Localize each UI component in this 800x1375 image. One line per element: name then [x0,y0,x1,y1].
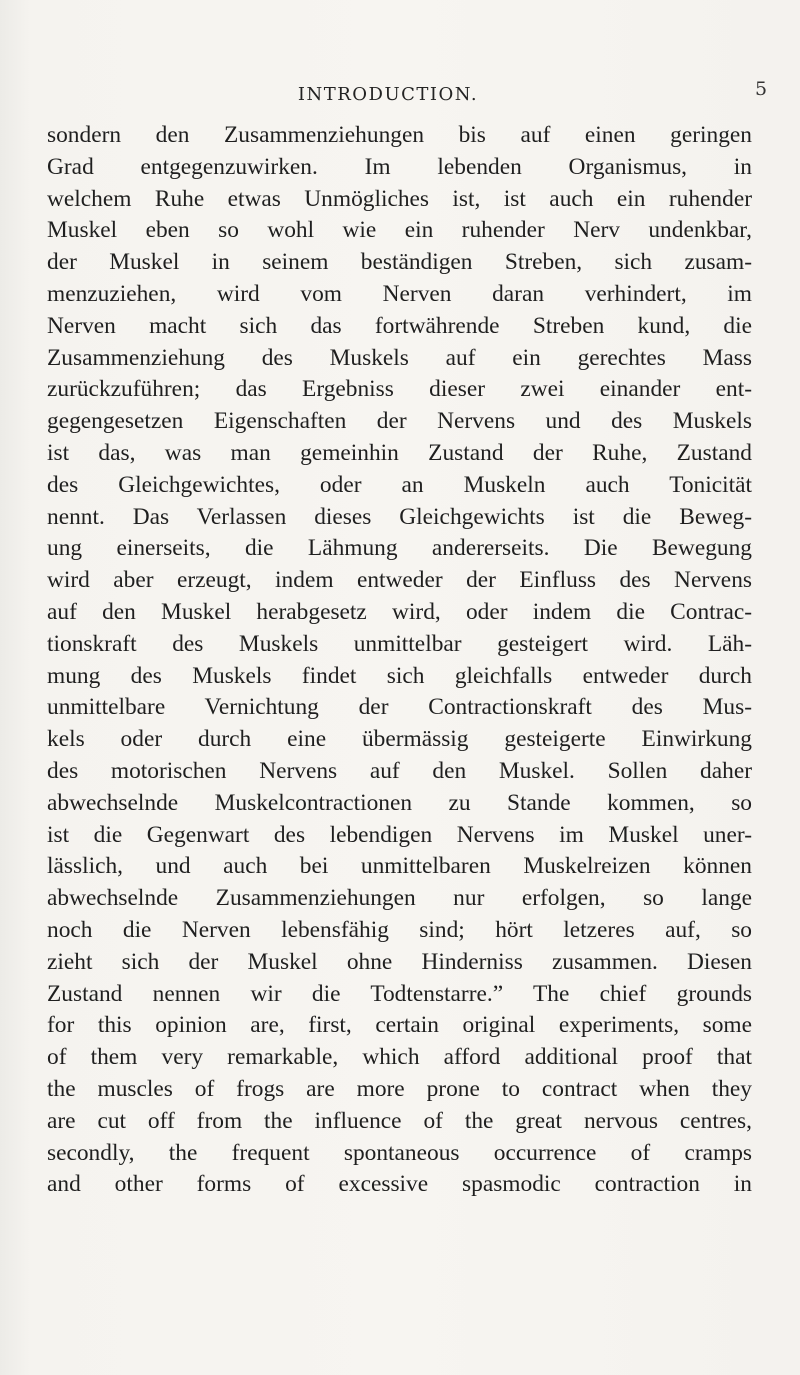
text-line: abwechselnde Muskelcontractionen zu Stande kommen, so [47,789,752,816]
text-line: wird aber erzeugt, indem entweder der Einfluss des Nervens [47,567,752,594]
text-line: ist das, was man gemeinhin Zustand der Ruhe, Zustand [47,439,752,466]
text-line: Nerven macht sich das fortwährende Streben kund, die [47,312,752,339]
text-line: nennt. Das Verlassen dieses Gleichgewichts ist die Beweg- [47,503,752,530]
page-number: 5 [755,78,768,100]
text-line: gegengesetzen Eigenschaften der Nervens und des Muskels [47,408,752,435]
text-line: Grad entgegenzuwirken. Im lebenden Organismus, in [47,153,752,180]
text-line: des Gleichgewichtes, oder an Muskeln auch Tonicität [47,471,752,498]
text-line: Zustand nennen wir die Todtenstarre.” The chief grounds [47,980,752,1007]
text-line: ist die Gegenwart des lebendigen Nervens im Muskel uner- [47,821,752,848]
text-line: auf den Muskel herabgesetz wird, oder indem die Contrac- [47,598,752,625]
text-line: lässlich, und auch bei unmittelbaren Muskelreizen können [47,853,752,880]
running-header [0,78,800,112]
text-line: zieht sich der Muskel ohne Hinderniss zusammen. Diesen [47,948,752,975]
text-line: kels oder durch eine übermässig gesteigerte Einwirkung [47,726,752,753]
text-line: noch die Nerven lebensfähig sind; hört letzeres auf, so [47,916,752,943]
text-line: welchem Ruhe etwas Unmögliches ist, ist auch ein ruhender [47,185,752,212]
body-text [47,120,752,1201]
text-line: des motorischen Nervens auf den Muskel. Sollen daher [47,757,752,784]
text-line: for this opinion are, first, certain original experiments, some [47,1012,752,1039]
text-line: secondly, the frequent spontaneous occurrence of cramps [47,1139,752,1166]
text-line: mung des Muskels findet sich gleichfalls entweder durch [47,662,752,689]
text-line: der Muskel in seinem beständigen Streben, sich zusam- [47,249,752,276]
text-line: and other forms of excessive spasmodic contraction in [47,1171,752,1198]
text-line: of them very remarkable, which afford additional proof that [47,1044,752,1071]
text-line: ung einerseits, die Lähmung andererseits. Die Bewegung [47,535,752,562]
text-line: zurückzuführen; das Ergebniss dieser zwei einander ent- [47,376,752,403]
text-line: menzuziehen, wird vom Nerven daran verhindert, im [47,280,752,307]
text-line: unmittelbare Vernichtung der Contractionskraft des Mus- [47,694,752,721]
text-line: abwechselnde Zusammenziehungen nur erfolgen, so lange [47,885,752,912]
text-line: Muskel eben so wohl wie ein ruhender Nerv undenkbar, [47,217,752,244]
text-line: Zusammenziehung des Muskels auf ein gerechtes Mass [47,344,752,371]
text-line: sondern den Zusammenziehungen bis auf einen geringen [47,122,752,148]
running-head-title: INTRODUCTION. [297,84,479,105]
text-line: tionskraft des Muskels unmittelbar gesteigert wird. Läh- [47,630,752,657]
text-line: the muscles of frogs are more prone to contract when they [47,1075,752,1102]
text-line: are cut off from the influence of the great nervous centres, [47,1107,752,1134]
